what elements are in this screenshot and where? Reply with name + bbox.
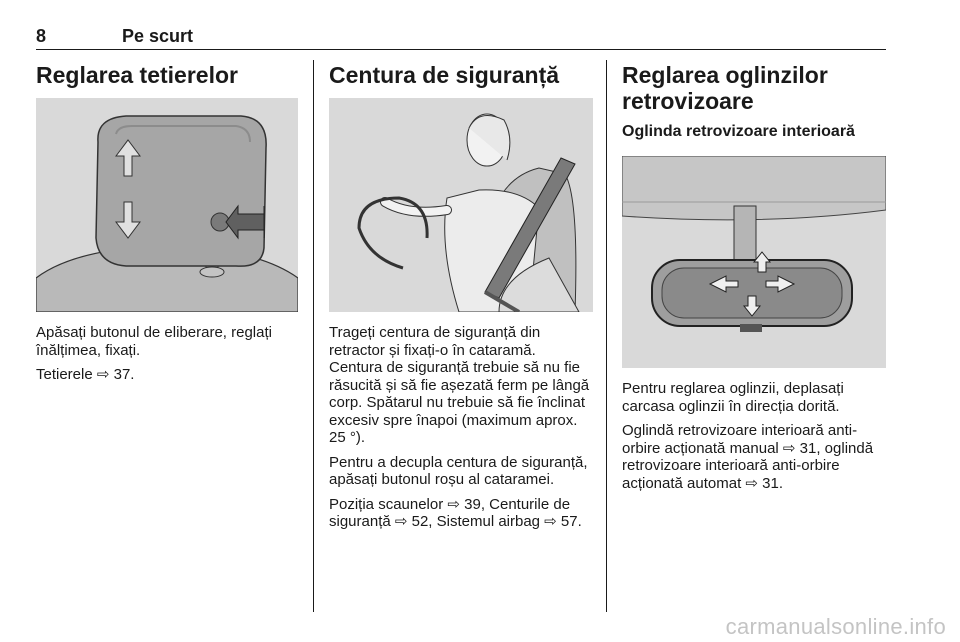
cross-reference: Oglindă retrovizoare interioară anti-orbire acționată manual ⇨ 31, oglindă retrovizoare interioară anti-orbire acționată automat ⇨ 31.	[622, 422, 874, 492]
column-mirrors	[622, 62, 886, 492]
interior-mirror-illustration	[622, 156, 886, 368]
column-separator	[606, 60, 607, 612]
paragraph: Pentru a decupla centura de siguranță, apăsați butonul roșu al cataramei.	[329, 453, 588, 488]
page-header	[36, 26, 886, 48]
cross-reference: Poziția scaunelor ⇨ 39, Centurile de siguranță ⇨ 52, Sistemul airbag ⇨ 57.	[329, 495, 582, 530]
section-subheading: Oglinda retrovizoare interioară	[622, 123, 855, 140]
section-body	[622, 380, 886, 492]
page-number: 8	[36, 26, 47, 46]
running-title: Pe scurt	[122, 26, 194, 46]
column-headrest	[36, 62, 298, 384]
header-rule	[36, 49, 886, 50]
section-heading: Centura de siguranță	[329, 62, 560, 88]
section-body	[329, 324, 593, 531]
seat-belt-illustration	[329, 98, 593, 312]
headrest-illustration	[36, 98, 298, 312]
section-heading: Reglarea oglinzilor retrovizoare	[622, 62, 828, 114]
section-heading: Reglarea tetierelor	[36, 62, 238, 88]
paragraph: Trageți centura de siguranță din retractor și fixați-o în cataramă. Centura de siguranță trebuie să nu fie răsucită și să fie așezată ferm pe lângă corp. Spătarul nu trebuie să fie înclinat excesiv spre înapoi (maximum aprox. 25 °).	[329, 324, 590, 446]
paragraph: Apăsați butonul de eliberare, reglați înălțimea, fixați.	[36, 324, 272, 359]
paragraph: Pentru reglarea oglinzii, deplasați carcasa oglinzii în direcția dorită.	[622, 380, 844, 415]
section-body	[36, 324, 298, 384]
column-seat-belt	[329, 62, 593, 531]
column-separator	[313, 60, 314, 612]
cross-reference: Tetierele ⇨ 37.	[36, 366, 135, 383]
watermark: carmanualsonline.info	[725, 614, 946, 639]
